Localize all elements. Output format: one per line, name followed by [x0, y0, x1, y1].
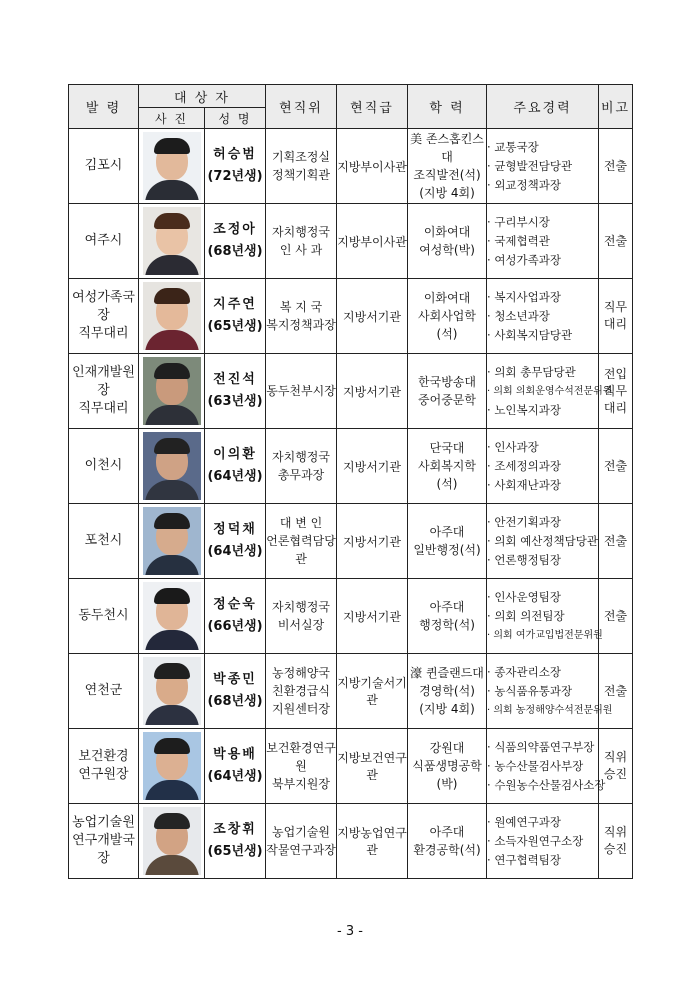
- note: [599, 279, 633, 354]
- appointed-post-line: 포천시: [84, 533, 123, 548]
- note-line: 대리: [603, 317, 628, 331]
- current-position: [266, 729, 337, 804]
- education-line: 아주대: [429, 600, 465, 614]
- career-line: · 인사과장: [487, 439, 539, 454]
- current-position-line: 자치행정국: [272, 225, 330, 239]
- page-number: - 3 -: [337, 924, 363, 939]
- portrait-photo: [143, 657, 201, 725]
- career-line: · 안전기획과장: [487, 514, 561, 529]
- career-line: · 교통국장: [487, 139, 539, 154]
- name-cell: [205, 429, 266, 504]
- table-row: [69, 354, 633, 429]
- portrait-suit: [145, 480, 199, 500]
- note: [599, 204, 633, 279]
- birth-year: (63년생): [207, 394, 263, 409]
- note-line: 전출: [603, 458, 628, 473]
- career: [487, 804, 599, 879]
- header-position: 현직위: [266, 85, 337, 129]
- current-grade: 지방부이사관: [337, 129, 408, 204]
- career-line: · 사회복지담당관: [487, 327, 573, 342]
- career-line: · 의회 의회운영수석전문위원: [487, 385, 613, 397]
- education: [408, 504, 487, 579]
- header-target: 대 상 자: [139, 85, 266, 108]
- career-line: · 의회 농정해양수석전문위원: [487, 704, 613, 716]
- career-line: · 의회 여가교입법전문위원: [487, 629, 603, 641]
- appointed-post-line: 연구원장: [78, 767, 129, 782]
- note: [599, 429, 633, 504]
- appointed-post: [69, 429, 139, 504]
- current-grade: 지방부이사관: [337, 204, 408, 279]
- header-photo: 사 진: [139, 108, 205, 129]
- note: [599, 654, 633, 729]
- photo-cell: [139, 129, 205, 204]
- birth-year: (64년생): [207, 769, 263, 784]
- person-name: 허승범: [213, 147, 257, 162]
- current-position-line: 비서실장: [277, 618, 325, 632]
- education-line: 한국방송대: [418, 375, 476, 389]
- person-name: 정덕채: [213, 522, 257, 537]
- note-line: 직무: [603, 300, 628, 314]
- table-row: [69, 729, 633, 804]
- note-line: 승진: [603, 842, 628, 856]
- birth-year: (65년생): [207, 844, 263, 859]
- portrait-photo: [143, 807, 201, 875]
- portrait-hair: [154, 213, 190, 229]
- education-line: 중어중문학: [418, 393, 476, 407]
- header-name: 성 명: [205, 108, 266, 129]
- note: [599, 504, 633, 579]
- appointed-post: [69, 654, 139, 729]
- portrait-photo: [143, 357, 201, 425]
- name-cell: [205, 279, 266, 354]
- note-line: 대리: [603, 400, 628, 415]
- note-line: 전출: [603, 533, 628, 548]
- current-position-line: 자치행정국: [272, 600, 330, 614]
- note-line: 전출: [603, 233, 628, 248]
- education-line: (지방 4회): [419, 186, 475, 200]
- career: [487, 504, 599, 579]
- career-line: · 여성가족과장: [487, 252, 561, 267]
- appointed-post-line: 이천시: [84, 458, 123, 473]
- table-body: [69, 129, 633, 879]
- career-line: · 식품의약품연구부장: [487, 739, 595, 754]
- person-name: 정순욱: [213, 597, 257, 612]
- appointed-post: [69, 279, 139, 354]
- note: [599, 804, 633, 879]
- current-position: [266, 504, 337, 579]
- portrait-hair: [154, 513, 190, 529]
- photo-cell: [139, 804, 205, 879]
- table-row: [69, 654, 633, 729]
- portrait-photo: [143, 207, 201, 275]
- education-line: 사회복지학(석): [418, 459, 476, 491]
- education: [408, 579, 487, 654]
- photo-cell: [139, 204, 205, 279]
- career: [487, 654, 613, 729]
- current-position-line: 인 사 과: [279, 243, 323, 257]
- current-position: [266, 429, 337, 504]
- career: [487, 279, 599, 354]
- education-line: 강원대: [429, 741, 465, 755]
- portrait-suit: [145, 855, 199, 875]
- portrait-hair: [154, 438, 190, 454]
- portrait-hair: [154, 588, 190, 604]
- current-position-line: 보건환경연구원: [266, 741, 336, 773]
- portrait-suit: [145, 180, 199, 200]
- education-line: 아주대: [429, 825, 465, 839]
- appointed-post: [69, 204, 139, 279]
- table-row: [69, 504, 633, 579]
- person-name: 이의환: [213, 447, 257, 462]
- portrait-suit: [145, 630, 199, 650]
- note-line: 직위: [603, 825, 628, 839]
- current-grade: 지방서기관: [337, 354, 408, 429]
- current-position: [266, 579, 337, 654]
- current-position: [266, 204, 337, 279]
- education-line: 식품생명공학(박): [412, 759, 482, 791]
- appointed-post-line: 보건환경: [78, 749, 129, 764]
- name-cell: [205, 204, 266, 279]
- portrait-suit: [145, 555, 199, 575]
- header-order: 발 령: [69, 85, 139, 129]
- person-name: 조정아: [213, 222, 257, 237]
- birth-year: (65년생): [207, 319, 263, 334]
- appointed-post: [69, 579, 139, 654]
- current-position: [266, 279, 337, 354]
- career-line: · 연구협력팀장: [487, 852, 561, 867]
- current-position-line: 동두천부시장: [266, 384, 336, 398]
- career-line: · 구리부시장: [487, 214, 550, 229]
- table-row: [69, 279, 633, 354]
- name-cell: [205, 579, 266, 654]
- note-line: 전출: [603, 608, 628, 623]
- portrait-hair: [154, 138, 190, 154]
- current-position-line: 총무과장: [277, 468, 325, 482]
- career-line: · 언론행정팀장: [487, 552, 561, 567]
- birth-year: (64년생): [207, 469, 263, 484]
- birth-year: (68년생): [207, 694, 263, 709]
- appointed-post: [69, 729, 139, 804]
- photo-cell: [139, 654, 205, 729]
- career-line: · 인사운영팀장: [487, 589, 561, 604]
- career: [487, 129, 599, 204]
- note-line: 전출: [603, 158, 628, 173]
- appointed-post-line: 동두천시: [78, 608, 129, 623]
- photo-cell: [139, 429, 205, 504]
- career-line: · 청소년과장: [487, 308, 550, 323]
- education-line: 조직발전(석): [413, 168, 481, 182]
- current-position-line: 복지정책과장: [266, 318, 336, 332]
- portrait-suit: [145, 780, 199, 800]
- note: [599, 354, 633, 429]
- education: [408, 654, 487, 729]
- education-line: 경영학(석): [419, 684, 475, 698]
- photo-cell: [139, 579, 205, 654]
- portrait-suit: [145, 255, 199, 275]
- table-row: [69, 204, 633, 279]
- table-row: [69, 804, 633, 879]
- education-line: 여성학(박): [419, 243, 475, 257]
- education: [408, 204, 487, 279]
- person-name: 박용배: [213, 747, 257, 762]
- person-name: 전진석: [213, 372, 257, 387]
- portrait-hair: [154, 363, 190, 379]
- education-line: 일반행정(석): [413, 543, 481, 557]
- current-position-line: 지원센터장: [272, 702, 330, 716]
- table-row: [69, 579, 633, 654]
- education-line: 美 존스홉킨스대: [410, 132, 484, 164]
- current-grade: 지방서기관: [337, 504, 408, 579]
- current-position-line: 농업기술원: [272, 825, 330, 839]
- career-line: · 소득자원연구소장: [487, 833, 584, 848]
- education-line: 사회사업학(석): [418, 309, 476, 341]
- career-line: · 의회 예산정책담당관: [487, 533, 598, 548]
- photo-cell: [139, 354, 205, 429]
- current-grade: 지방서기관: [337, 279, 408, 354]
- person-name: 박종민: [213, 672, 257, 687]
- current-grade: 지방기술서기관: [337, 654, 408, 729]
- appointment-table: [68, 84, 633, 879]
- current-position-line: 농정해양국: [272, 666, 330, 680]
- photo-cell: [139, 279, 205, 354]
- photo-cell: [139, 729, 205, 804]
- appointed-post: [69, 504, 139, 579]
- education-line: 濠 퀸즐랜드대: [410, 666, 484, 680]
- portrait-suit: [145, 330, 199, 350]
- career-line: · 외교정책과장: [487, 177, 561, 192]
- current-position: [266, 354, 337, 429]
- current-position-line: 기획조정실: [272, 150, 330, 164]
- header-career: 주요경력: [487, 85, 599, 129]
- career-line: · 사회재난과장: [487, 477, 561, 492]
- career: [487, 729, 606, 804]
- career-line: · 의회 총무담당관: [487, 364, 576, 379]
- portrait-photo: [143, 507, 201, 575]
- current-grade: 지방서기관: [337, 579, 408, 654]
- appointed-post-line: 김포시: [84, 158, 123, 173]
- note: [599, 129, 633, 204]
- portrait-hair: [154, 813, 190, 829]
- portrait-photo: [143, 432, 201, 500]
- name-cell: [205, 504, 266, 579]
- portrait-photo: [143, 582, 201, 650]
- note-line: 직위: [603, 750, 628, 764]
- appointed-post-line: 연천군: [84, 683, 123, 698]
- table-row: [69, 429, 633, 504]
- name-cell: [205, 654, 266, 729]
- education: [408, 354, 487, 429]
- current-grade: 지방서기관: [337, 429, 408, 504]
- education-line: 단국대: [429, 441, 465, 455]
- education: [408, 429, 487, 504]
- education-line: (지방 4회): [419, 702, 475, 716]
- appointed-post-line: 여주시: [84, 233, 123, 248]
- header-note: 비고: [599, 85, 633, 129]
- person-name: 조창휘: [213, 822, 257, 837]
- current-position-line: 언론협력담당관: [266, 534, 336, 566]
- note-line: 직무: [603, 383, 628, 398]
- career-line: · 원예연구과장: [487, 814, 561, 829]
- portrait-suit: [145, 705, 199, 725]
- education-line: 환경공학(석): [413, 843, 481, 857]
- career-line: · 조세정의과장: [487, 458, 561, 473]
- birth-year: (68년생): [207, 244, 263, 259]
- birth-year: (64년생): [207, 544, 263, 559]
- birth-year: (66년생): [207, 619, 263, 634]
- appointed-post-line: 인재개발원장: [72, 365, 135, 398]
- current-position: [266, 654, 337, 729]
- person-name: 지주연: [213, 297, 257, 312]
- education: [408, 729, 487, 804]
- appointed-post-line: 연구개발국장: [72, 833, 135, 866]
- note-line: 전출: [603, 683, 628, 698]
- portrait-hair: [154, 738, 190, 754]
- career-line: · 종자관리소장: [487, 664, 561, 679]
- appointed-post-line: 농업기술원: [72, 815, 135, 830]
- portrait-photo: [143, 282, 201, 350]
- career-line: · 의회 의전팀장: [487, 608, 565, 623]
- education: [408, 279, 487, 354]
- career: [487, 429, 599, 504]
- education-line: 행정학(석): [419, 618, 475, 632]
- career: [487, 204, 599, 279]
- career-line: · 농식품유통과장: [487, 683, 573, 698]
- portrait-hair: [154, 663, 190, 679]
- career-line: · 국제협력관: [487, 233, 550, 248]
- current-position-line: 친환경급식: [272, 684, 330, 698]
- current-position-line: 자치행정국: [272, 450, 330, 464]
- name-cell: [205, 354, 266, 429]
- name-cell: [205, 129, 266, 204]
- career-line: · 균형발전담당관: [487, 158, 573, 173]
- portrait-photo: [143, 732, 201, 800]
- education-line: 아주대: [429, 525, 465, 539]
- portrait-suit: [145, 405, 199, 425]
- education: [408, 804, 487, 879]
- current-position-line: 북부지원장: [272, 777, 330, 791]
- appointed-post: [69, 354, 139, 429]
- career: [487, 354, 613, 429]
- name-cell: [205, 804, 266, 879]
- appointed-post-line: 여성가족국장: [72, 290, 135, 323]
- career-line: · 복지사업과장: [487, 289, 561, 304]
- appointed-post-line: 직무대리: [78, 326, 129, 341]
- portrait-photo: [143, 132, 201, 200]
- education-line: 이화여대: [423, 225, 471, 239]
- birth-year: (72년생): [207, 169, 263, 184]
- note-line: 승진: [603, 767, 628, 781]
- education: [408, 129, 487, 204]
- note: [599, 729, 633, 804]
- career-line: · 수원농수산물검사소장: [487, 777, 606, 792]
- header-education: 학 력: [408, 85, 487, 129]
- current-position-line: 정책기획관: [272, 168, 330, 182]
- current-position-line: 대 변 인: [279, 516, 323, 530]
- career-line: · 노인복지과장: [487, 402, 561, 417]
- note-line: 전입: [603, 366, 628, 381]
- appointed-post: [69, 129, 139, 204]
- table-row: [69, 129, 633, 204]
- career-line: · 농수산물검사부장: [487, 758, 584, 773]
- note: [599, 579, 633, 654]
- portrait-hair: [154, 288, 190, 304]
- career: [487, 579, 603, 654]
- current-position-line: 작물연구과장: [266, 843, 336, 857]
- appointed-post-line: 직무대리: [78, 401, 129, 416]
- current-position: [266, 804, 337, 879]
- photo-cell: [139, 504, 205, 579]
- current-position-line: 복 지 국: [279, 300, 323, 314]
- name-cell: [205, 729, 266, 804]
- education-line: 이화여대: [423, 291, 471, 305]
- header-grade: 현직급: [337, 85, 408, 129]
- current-grade: 지방보건연구관: [337, 729, 408, 804]
- appointed-post: [69, 804, 139, 879]
- current-position: [266, 129, 337, 204]
- current-grade: 지방농업연구관: [337, 804, 408, 879]
